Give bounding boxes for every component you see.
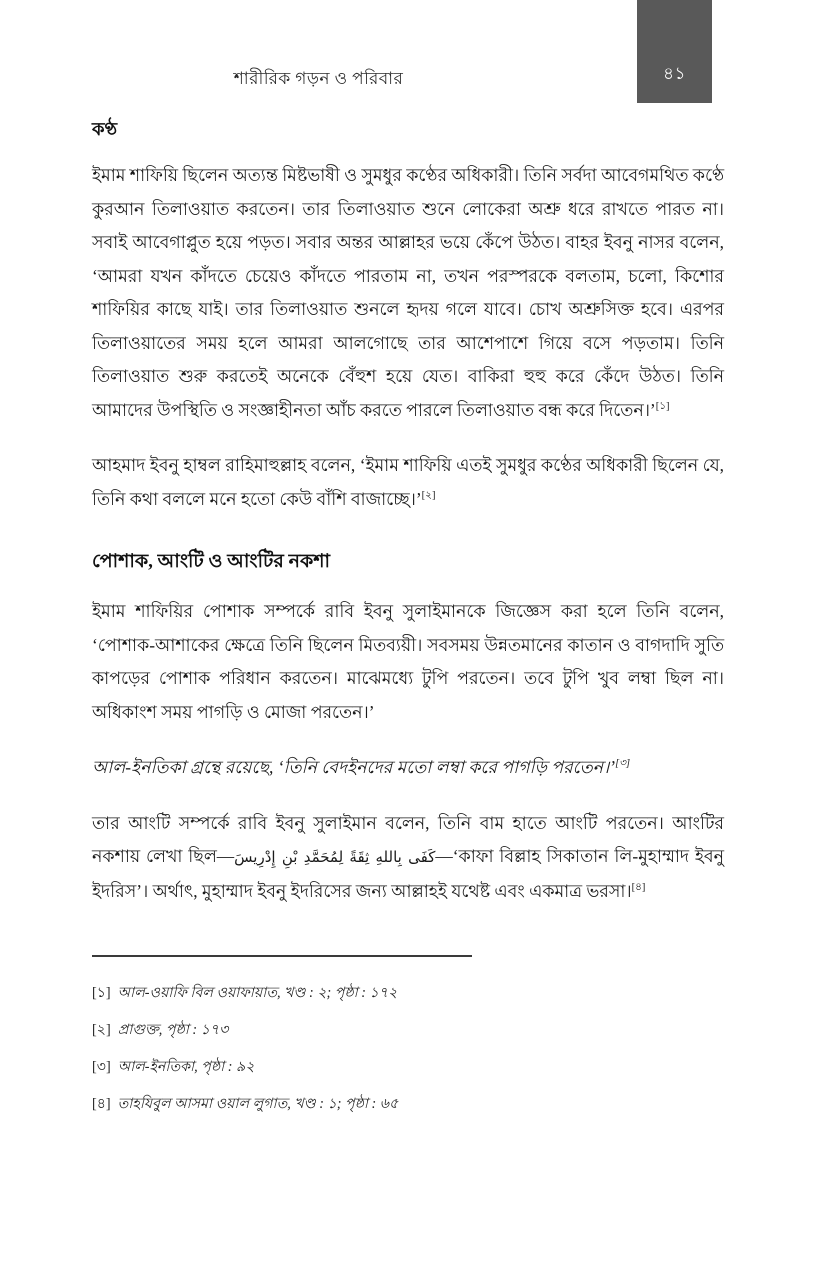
footnote-reference[interactable]: [১] [655, 401, 670, 413]
paragraph-ring-inscription [92, 807, 724, 909]
footnote-separator-rule [92, 955, 472, 957]
paragraph-text: ইমাম শাফিয়ির পোশাক সম্পর্কে রাবি ইবনু সুলাইমানকে জিজ্ঞেস করা হলে তিনি বলেন, ‘পোশাক-আশাকের ক্ষেত্রে তিনি ছিলেন মিতব্যয়ী। সবসময় উন্নতমানের কাতান ও বাগদাদি সুতি কাপড়ের পোশাক পরিধান করতেন। মাঝেমধ্যে টুপি পরতেন। তবে টুপি খুব লম্বা ছিল না। অধিকাংশ সময় পাগড়ি ও মোজা পরতেন।’ [92, 601, 724, 722]
footnote-reference[interactable]: [২] [421, 490, 436, 502]
footnotes-block [92, 955, 724, 1131]
footnote-text: প্রাগুক্ত, পৃষ্ঠা : ১৭৩ [117, 1021, 229, 1038]
footnote-item [92, 1094, 724, 1114]
footnote-marker: [৩] [92, 1058, 111, 1075]
footnote-marker: [১] [92, 984, 111, 1001]
footnote-item [92, 983, 724, 1003]
paragraph [92, 159, 724, 427]
paragraph-text: ইমাম শাফিয়ি ছিলেন অত্যন্ত মিষ্টভাষী ও সুমধুর কণ্ঠের অধিকারী। তিনি সর্বদা আবেগমথিত কণ্ঠে কুরআন তিলাওয়াত করতেন। তার তিলাওয়াত শুনে লোকেরা অশ্রু ধরে রাখতে পারত না। সবাই আবেগাপ্লুত হয়ে পড়ত। সবার অন্তর আল্লাহর ভয়ে কেঁপে উঠত। বাহর ইবনু নাসর বলেন, ‘আমরা যখন কাঁদতে চেয়েও কাঁদতে পারতাম না, তখন পরস্পরকে বলতাম, চলো, কিশোর শাফিয়ির কাছে যাই। তার তিলাওয়াত শুনলে হৃদয় গলে যাবে। চোখ অশ্রুসিক্ত হবে। এরপর তিলাওয়াতের সময় হলে আমরা আলগোছে তার আশেপাশে গিয়ে বসে পড়তাম। তিনি তিলাওয়াত শুরু করতেই অনেকে বেঁহুশ হয়ে যেত। বাকিরা হুহু করে কেঁদে উঠত। তিনি আমাদের উপস্থিতি ও সংজ্ঞাহীনতা আঁচ করতে পারলে তিলাওয়াত বন্ধ করে দিতেন।’ [92, 165, 724, 420]
footnote-reference[interactable]: [৩] [615, 758, 631, 770]
em-dash: — [435, 846, 453, 867]
running-header-title: শারীরিক গড়ন ও পরিবার [233, 69, 404, 88]
page-number: ৪১ [662, 64, 687, 83]
paragraph [92, 595, 724, 729]
page-number-box [637, 0, 712, 103]
section-heading-attire: পোশাক, আংটি ও আংটির নকশা [92, 551, 330, 573]
paragraph-text-before: তার আংটি সম্পর্কে রাবি ইবনু সুলাইমান বলেন, তিনি বাম হাতে আংটি পরতেন। আংটির নকশায় লেখা ছিল— [92, 812, 724, 867]
footnote-item [92, 1057, 724, 1077]
paragraph-text: আহমাদ ইবনু হাম্বল রাহিমাহুল্লাহ বলেন, ‘ইমাম শাফিয়ি এতই সুমধুর কণ্ঠের অধিকারী ছিলেন যে, তিনি কথা বললে মনে হতো কেউ বাঁশি বাজাচ্ছে।’ [92, 455, 724, 509]
footnote-marker: [৪] [92, 1095, 111, 1112]
page-body [92, 118, 724, 908]
footnote-text: আল-ইনতিকা, পৃষ্ঠা : ৯২ [117, 1058, 255, 1075]
footnote-text: তাহযিবুল আসমা ওয়াল লুগাত, খণ্ড : ১; পৃষ্ঠা : ৬৫ [117, 1095, 399, 1112]
footnote-reference[interactable]: [৪] [631, 881, 646, 893]
paragraph-text: আল-ইনতিকা গ্রন্থে রয়েছে, ‘তিনি বেদইনদের মতো লম্বা করে পাগড়ি পরতেন।’ [92, 757, 616, 778]
footnote-text: আল-ওয়াফি বিল ওয়াফায়াত, খণ্ড : ২; পৃষ্ঠা : ১৭২ [117, 984, 398, 1001]
paragraph-text-after: ‘কাফা বিল্লাহ সিকাতান লি-মুহাম্মাদ ইবনু ইদরিস’। অর্থাৎ, মুহাম্মাদ ইবনু ইদরিসের জন্য আল্লাহই যথেষ্ট এবং একমাত্র ভরসা। [92, 846, 724, 901]
arabic-inscription: كَفَى بِاللهِ ثِقَةً لِمُحَمَّدِ بْنِ إِدْرِيسَ [234, 848, 436, 867]
footnote-item [92, 1020, 724, 1040]
paragraph-italic-citation [92, 751, 724, 785]
paragraph [92, 449, 724, 516]
section-heading-voice: কণ্ঠ [92, 119, 118, 139]
footnote-marker: [২] [92, 1021, 111, 1038]
